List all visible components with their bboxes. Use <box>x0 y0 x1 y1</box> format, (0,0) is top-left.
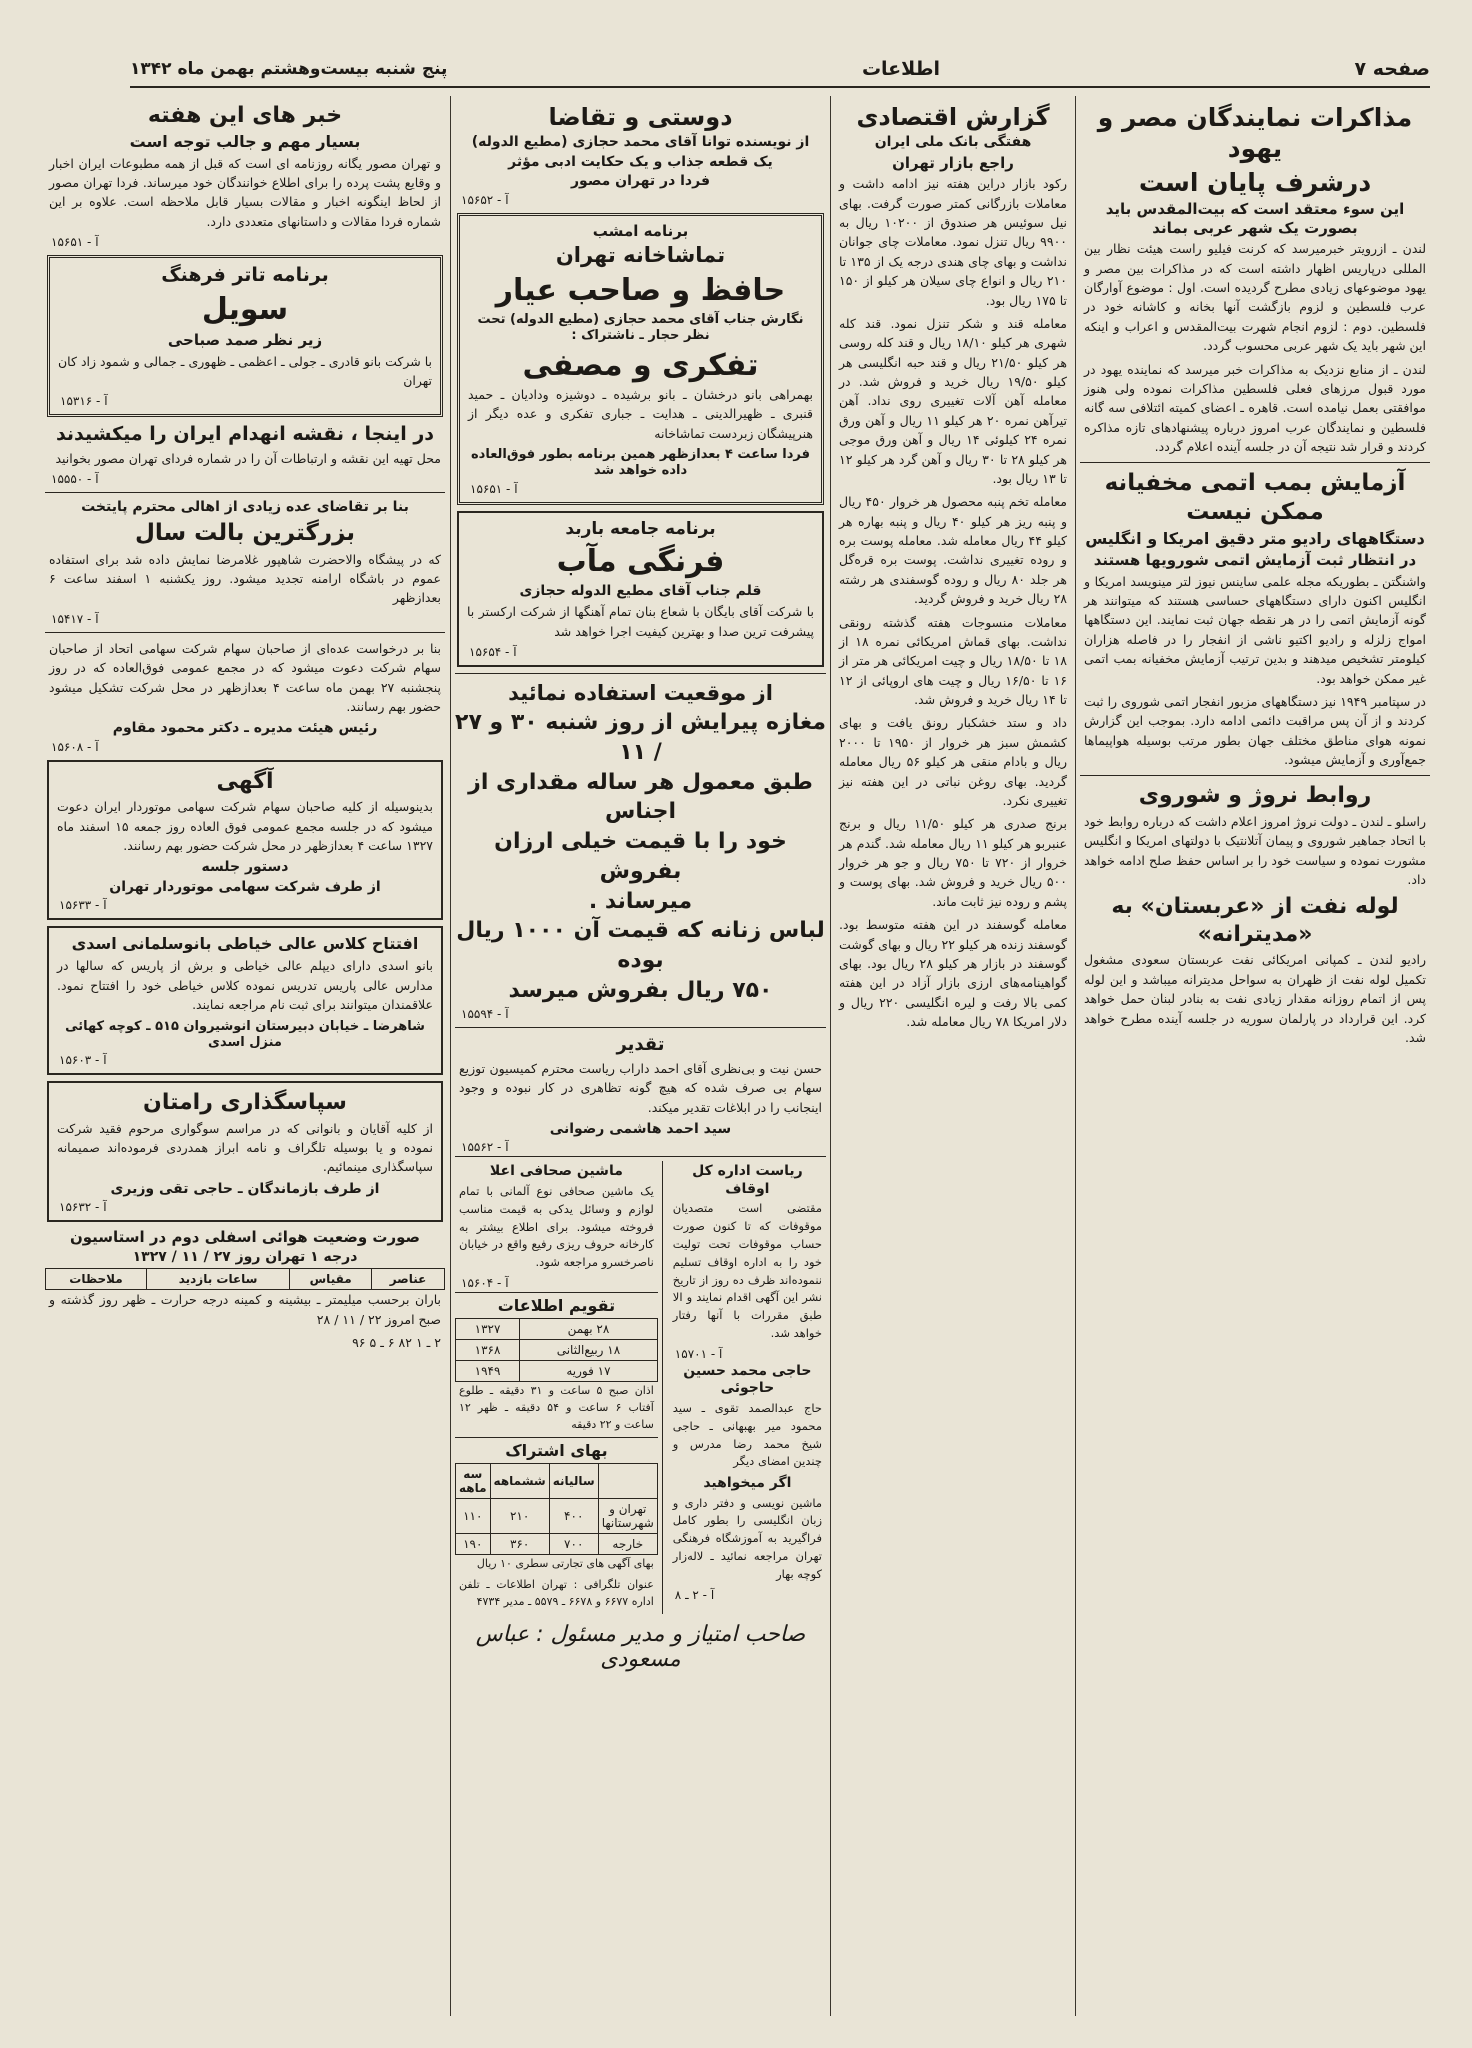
notice-text: مقتضی است متصدیان موقوفات که تا کنون صورت حساب موقوفات تحت تولیت خود را به اداره اوقاف تسلیم ننموده‌اند ظرف ده روز از تاریخ نشر این آگهی اقدام نمایند و الا طبق مقررات با آنها رفتار خواهد شد. <box>672 1201 822 1341</box>
table-cell <box>598 1464 657 1499</box>
calendar-note: اذان صبح ۵ ساعت و ۳۱ دقیقه ـ طلوع آفتاب ۶ ساعت و ۵۴ دقیقه ـ ظهر ۱۲ ساعت و ۲۲ دقیقه <box>459 1383 654 1432</box>
subscription-note: بهای آگهی های تجارتی سطری ۱۰ ریال <box>476 1557 654 1571</box>
divider <box>455 673 826 674</box>
notice-signature: رئیس هیئت مدیره ـ دکتر محمود مقاوم <box>112 720 378 737</box>
theatre-program-box <box>457 213 824 505</box>
table-cell: ساعات بازدید <box>146 1269 289 1290</box>
table-cell: ۱۳۶۸ <box>456 1339 520 1360</box>
notice-signature: سید احمد هاشمی رضوانی <box>549 1120 732 1137</box>
headline: در اینجا ، نقشه انهدام ایران را میکشیدند <box>55 423 435 446</box>
calendar-row <box>456 1318 658 1339</box>
box-text: بدینوسیله از کلیه صاحبان سهام شرکت سهامی موتوردار ایران دعوت میشود که در جلسه مجمع عمومی فوق العاده روز جمعه ۱۵ اسفند ماه ۱۳۲۷ ساعت ۴ بعدازظهر در محل شرکت حضور بهم رسانند. <box>57 799 433 853</box>
divider <box>45 632 445 633</box>
article-text: معامله گوسفند در این هفته متوسط بود. گوسفند زنده هر کیلو ۲۲ ریال و بهای گوشت گوسفند در بازار هر کیلو ۲۸ ریال بود. بهای گواهینامه‌های ارزی بازار آزاد در این هفته کمی بالا رفت و لیره انگلیسی ۲۲۰ ریال و دلار امریکا ۷۸ ریال معامله شد. <box>839 917 1068 1029</box>
notice-title: تقدیر <box>616 1034 665 1056</box>
box-signature: از طرف شرکت سهامی موتوردار تهران <box>109 878 381 895</box>
ad-line: خود را با قیمت خیلی ارزان بفروش <box>494 829 787 884</box>
table-cell: ۱۱۰ <box>456 1499 491 1534</box>
headline: بزرگترین بالت سال <box>134 519 356 546</box>
notice-text: ماشین نویسی و دفتر داری و زبان انگلیسی را بطور کامل فراگیرید به آموزشگاه فرهنگی تهران مراجعه نمائید ـ لاله‌زار کوچه بهار <box>672 1495 822 1581</box>
article-text: رادیو لندن ـ کمپانی امریکائی نفت عربستان سعودی مشغول تکمیل لوله نفت از ظهران به سواحل مدیترانه میباشد و این لوله پس از اتمام روزانه مقدار زیادی نفت به بنادر لبنان حمل خواهد کرد. این قرارداد در پارلمان سوریه در جلسه آینده مطرح خواهد شد. <box>1084 952 1426 1045</box>
table-cell: ۳۶۰ <box>490 1534 549 1555</box>
article-text: که در پیشگاه والاحضرت شاهپور غلامرضا نمایش داده شد برای استفاده عموم در باشگاه ارامنه تجدید میشود. روز یکشنبه ۱ اسفند ساعت ۶ بعدازظهر <box>49 551 441 606</box>
headline: دوستی و تقاضا <box>548 103 733 131</box>
ad-ref: آ - ۱۵۶۵۲ <box>461 192 509 207</box>
box-text: با شرکت آقای بایگان با شعاع بنان تمام آهنگها از شرکت ارکستر با پیشرفت ترین صدا و بهترین کیفیت اجرا خواهد شد <box>467 604 814 639</box>
article-text: راسلو ـ لندن ـ دولت نروژ امروز اعلام داشت که درباره روابط خود با اتحاد جماهیر شوروی و پیمان آتلانتیک با دولتهای امریکا و انگلیس مشورت نموده و سیاست خود را بر اساس حفظ صلح ادامه خواهد داد. <box>1084 813 1426 887</box>
ad-ref: آ - ۲ ـ ۸ <box>674 1587 715 1602</box>
ad-ref: آ - ۱۵۶۳۲ <box>59 1200 107 1215</box>
ad-line: مغازه پیرایش از روز شنبه ۳۰ و ۲۷ / ۱۱ <box>455 710 826 766</box>
play-title: حافظ و صاحب عیار <box>495 272 786 308</box>
table-cell: ۴۰۰ <box>549 1499 598 1534</box>
deck: فردا در تهران مصور <box>571 173 710 189</box>
shareholder-notice-box <box>47 760 443 921</box>
table-cell: ۷۰۰ <box>549 1534 598 1555</box>
divider <box>1080 462 1430 463</box>
headline: روابط نروژ و شوروی <box>1138 783 1372 809</box>
table-cell: ۱۷ فوریه <box>520 1360 658 1381</box>
ad-ref: آ - ۱۵۳۱۶ <box>60 394 108 409</box>
weather-header-row <box>46 1269 445 1290</box>
weather-title: صورت وضعیت هوائی اسفلی دوم در استاسیون <box>69 1228 421 1247</box>
calendar-title: تقویم اطلاعات <box>455 1292 658 1316</box>
box-signature: از طرف بازماندگان ـ حاجی تقی وزیری <box>110 1180 380 1197</box>
column-arts <box>455 100 826 2020</box>
table-cell: ۱۹۴۹ <box>456 1360 520 1381</box>
issue-date: پنج شنبه بیست‌وهشتم بهمن ماه ۱۳۴۲ <box>130 59 448 79</box>
ad-ref: آ - ۱۵۶۵۴ <box>469 645 517 660</box>
box-title: آگهی <box>216 768 274 794</box>
box-title: برنامه تاتر فرهنگ <box>161 264 329 286</box>
article-text: رکود بازار دراین هفته نیز ادامه داشت و معاملات بازرگانی کمتر صورت گرفت. بهای نیل سوئیس هر صندوق از ۱۰۲۰۰ ریال به ۹۹۰۰ ریال تنزل نمود. معاملات چای جوانان نداشت و بهای چای هندی درجه یک از ۱۳۵ تا ۲۱۰ ریال و انواع چای سیلان هر کیلو از ۱۵۰ تا ۱۷۵ ریال بود. <box>839 176 1067 308</box>
thanks-box <box>47 1081 443 1222</box>
ad-line: ۷۵۰ ریال بفروش میرسد <box>508 977 773 1003</box>
article-text: واشنگتن ـ بطوریکه مجله علمی ساینس نیوز لتر مینویسد امریکا و انگلیس اکنون دارای دستگاههای حساسی هستند که میتوانند هر گونه آزمایش اتمی را در هر نقطه جهان ثبت نمایند. این دستگاهها امواج زلزله و رادیو اکتیو ناشی از انفجار را در فاصله هزاران کیلومتر تشخیص میدهند و بدین ترتیب آزمایش مخفیانه بمب اتمی غیر ممکن خواهد بود. <box>1084 573 1426 686</box>
ad-line: میرساند . <box>588 888 693 914</box>
box-address: شاهرضا ـ خیابان دبیرستان انوشیروان ۵۱۵ ـ کوچه کهائی منزل اسدی <box>65 1018 425 1050</box>
article-text: لندن ـ ازرویتر خبرمیرسد که کرنت فیلیو راست هیئت نظار بین المللی درپاریس اظهار داشته است که در مذاکرات بین مصر و یهود موضوعهای زیادی مطرح گردیده است. اول : موضوع آوارگان عرب فلسطین و لزوم بازگشت آنها بخانه و کاشانه خود در فلسطین. دوم : لزوم انجام شهرت بیت‌المقدس و اعراب و اینکه این شهر باید یک شهر عربی محسوب گردد. <box>1084 241 1426 354</box>
divider <box>1080 775 1430 776</box>
notice-title: اگر میخواهید <box>703 1475 792 1492</box>
subheadline: از نویسنده توانا آقای محمد حجازی (مطیع الدوله) <box>471 134 810 150</box>
deck: در انتظار ثبت آزمایش اتمی شورویها هستند <box>1093 550 1417 569</box>
agenda-label: دستور جلسه <box>201 859 289 876</box>
box-label: برنامه امشب <box>592 221 689 240</box>
box-text: بانو اسدی دارای دیپلم عالی خیاطی و برش از پاریس که سالها در مدارس عالی پاریس تدریس نموده کلاس خیاطی خود را افتتاح نمود. علاقمندان میتوانند برای ثبت نام مراجعه نمایند. <box>57 958 433 1013</box>
ad-ref: آ - ۱۵۵۵۰ <box>51 472 99 487</box>
director-line: زیر نظر صمد صباحی <box>167 330 323 349</box>
weather-values: ۲ ـ ۱ ۸۲ ۶ ـ ۵ ۹۶ <box>352 1335 441 1351</box>
table-cell: ۱۳۲۷ <box>456 1318 520 1339</box>
weather-table <box>45 1268 445 1290</box>
weather-text: باران برحسب میلیمتر ـ بیشینه و کمینه درجه حرارت ـ ظهر روز گذشته و صبح امروز ۲۲ / ۱۱ / ۲۸ <box>49 1292 441 1327</box>
divider <box>455 1027 826 1028</box>
ad-ref: آ - ۱۵۵۹۴ <box>461 1007 509 1022</box>
subheadline: هفتگی بانک ملی ایران <box>874 134 1032 150</box>
split-notices <box>455 1156 826 1614</box>
cast-list: با شرکت بانو قادری ـ جولی ـ اعظمی ـ ظهوری ـ جمالی و شمود زاد کان تهران <box>58 353 432 388</box>
theatre-name: تماشاخانه تهران <box>555 243 726 268</box>
author-line: قلم جناب آقای مطیع الدوله حجازی <box>519 582 762 599</box>
table-cell: مقیاس <box>290 1269 372 1290</box>
column-rule <box>450 96 451 2016</box>
article-text: معامله تخم پنبه محصول هر خروار ۴۵۰ ریال و پنبه ریز هر کیلو ۴۰ ریال و پنبه بهاره هر کیلو ۴۴ ریال معامله شد. معامله پوست بره و روده تغییری نداشت. پوست بره قره‌گل هر جلد ۸۰ ریال و روده گوسفندی هر رشته ۲۸ ریال خرید و فروش گردید. <box>839 494 1067 607</box>
headline: لوله نفت از «عربستان» به «مدیترانه» <box>1111 894 1399 947</box>
table-cell: خارجه <box>598 1534 657 1555</box>
article-text: برنج صدری هر کیلو ۱۱/۵۰ ریال و برنج عنبربو هر کیلو ۱۱ ریال معامله شد. گندم هر خروار از ۷۲۰ تا ۷۵۰ ریال و جو هر خروار ۵۰۰ ریال خرید و فروش شد. بهای پوست و پشم و روده نیز ثابت ماند. <box>839 816 1068 909</box>
ad-ref: آ - ۱۵۷۰۱ <box>674 1346 723 1361</box>
showtime: فردا ساعت ۴ بعدازظهر همین برنامه بطور فوق‌العاده داده خواهد شد <box>470 447 810 479</box>
headline-second-line: درشرف پایان است <box>1138 167 1372 197</box>
tailoring-class-box <box>47 926 443 1075</box>
ad-ref: آ - ۱۵۶۰۸ <box>51 739 99 754</box>
subheadline: بسیار مهم و جالب توجه است <box>129 131 361 151</box>
box-text: از کلیه آقایان و بانوانی که در مراسم سوگواری مرحوم فقید شرکت نموده و یا بوسیله تلگراف و نامه ابراز همدردی فرموده‌اند صمیمانه سپاسگذاری مینمائیم. <box>57 1120 433 1175</box>
ad-ref: آ - ۱۵۶۳۳ <box>59 898 107 913</box>
ad-line: لباس زنانه که قیمت آن ۱۰۰۰ ریال بوده <box>456 918 825 973</box>
table-cell: سالیانه <box>549 1464 598 1499</box>
notice-title: حاجی محمد حسین حاجوئی <box>683 1362 812 1397</box>
ad-ref: آ - ۱۵۶۵۱ <box>51 235 99 249</box>
ad-ref: آ - ۱۵۶۰۴ <box>461 1275 509 1290</box>
notice-text: حسن نیت و بی‌نظری آقای احمد داراب ریاست محترم کمیسیون توزیع سهام بی صرف شده که هیچ گونه تظاهری در کار نبوده و وجود اینجانب را در ابلاغات تقدیر میکند. <box>459 1060 822 1115</box>
notice-title: ماشین صحافی اعلا <box>489 1163 623 1180</box>
play-title: فرنگی مآب <box>556 543 725 579</box>
article-text: در سپتامبر ۱۹۴۹ نیز دستگاههای مزبور انفجار اتمی شوروی را ثبت کردند و از آن پس مراقبت دائمی ادامه دارد. بموجب این گزارش نمونه هوای مناطق مختلف جهان بطور مرتب بوسیله هواپیماها جمع‌آوری و آزمایش میشود. <box>1084 693 1426 767</box>
deck: یک قطعه جذاب و یک حکایت ادبی مؤثر <box>508 153 773 170</box>
column-rule <box>1075 96 1076 2016</box>
masthead <box>130 52 1430 88</box>
table-cell: ششماهه <box>490 1464 549 1499</box>
headline: گزارش اقتصادی <box>856 103 1050 131</box>
waqf-notice <box>669 1161 826 1614</box>
article-text: داد و ستد خشکبار رونق یافت و بهای کشمش سبز هر خروار از ۱۹۵۰ تا ۲۰۰۰ ریال و بادام منقی هر کیلو ۵۶ ریال معامله گردید. بهای روغن نباتی در این هفته نیز تغییری نکرد. <box>839 715 1067 808</box>
column-notices <box>45 100 445 2020</box>
page-number: صفحه ۷ <box>1354 58 1430 80</box>
ad-ref: آ - ۱۵۵۶۲ <box>461 1140 509 1155</box>
article-text: لندن ـ از منابع نزدیک به مذاکرات خبر میرسد که نماینده یهود در مورد قبول مرزهای فعلی فلسطین مذاکرات نموده ولی هنوز موافقتی بعمل نیامده است. قاهره ـ اعضای کمیته ائتلافی سه گانه فلسطین و نمایندگان عرب امروز درباره پیشنهادهای تازه مذاکره کردند و قرار شد نتیجه آن در جلسه آینده اعلام گردد. <box>1084 361 1426 454</box>
column-economy <box>835 100 1071 2020</box>
headline: آزمایش بمب اتمی مخفیانه ممکن نیست <box>1104 470 1406 526</box>
table-cell: ۱۹۰ <box>456 1534 491 1555</box>
headline: مذاکرات نمایندگان مصر و یهود <box>1097 103 1413 164</box>
table-cell: تهران و شهرستانها <box>598 1499 657 1534</box>
publisher-signature: صاحب امتیاز و مدیر مسئول : عباس مسعودی <box>475 1622 806 1673</box>
table-cell: ۱۸ ربیع‌الثانی <box>520 1339 658 1360</box>
company-name: تفکری و مصفی <box>522 348 759 383</box>
ad-ref: آ - ۱۵۶۵۱ <box>470 481 518 496</box>
table-cell: ۲۸ بهمن <box>520 1318 658 1339</box>
headline: خبر های این هفته <box>147 103 343 128</box>
subscription-row <box>456 1499 658 1534</box>
ad-title: از موقعیت استفاده نمائید <box>508 681 773 706</box>
ad-line: طبق معمول هر ساله مقداری از اجناس <box>468 769 813 825</box>
deck: بنا بر تقاضای عده زیادی از اهالی محترم پایتخت <box>81 499 409 516</box>
subheadline: دستگاههای رادیو متر دقیق امریکا و انگلیس <box>1085 528 1425 548</box>
divider <box>45 492 445 493</box>
calendar-table <box>455 1318 658 1382</box>
article-text: و تهران مصور یگانه روزنامه ای است که قبل از همه مطبوعات ایران اخبار و وقایع پشت پرده را برای اطلاع خوانندگان خود میرساند. فردا تهران مصور از لحاظ اینگونه اخبار و مقالات بسیار قابل ملاحظه است. علاوه بر این شماره فردا مقالات و داستانهای متعددی دارد. <box>49 155 441 229</box>
notice-text: یک ماشین صحافی نوع آلمانی با تمام لوازم و وسائل یدکی به قیمت مناسب فروخته میشود. برای اطلاع بیشتر به کارخانه حروف ریزی رفیع واقع در خیابان ناصرخسرو مراجعه شود. <box>459 1183 654 1270</box>
deck: این سوء معتقد است که بیت‌المقدس باید بصورت یک شهر عربی بماند <box>1105 199 1405 237</box>
barbad-program-box <box>457 511 824 668</box>
ad-ref: آ - ۱۵۴۱۷ <box>51 611 99 626</box>
office-address: عنوان تلگرافی : تهران اطلاعات ـ تلفن اداره ۶۶۷۷ و ۶۶۷۸ ـ ۵۵۷۹ ـ مدیر ۴۷۳۴ <box>459 1578 654 1609</box>
subscription-header-row <box>456 1464 658 1499</box>
box-title: سپاسگذاری رامتان <box>143 1090 347 1115</box>
paper-name: اطلاعات <box>861 58 940 80</box>
column-rule <box>830 96 831 2016</box>
table-cell: عناصر <box>372 1269 445 1290</box>
column-politics <box>1080 100 1430 2020</box>
play-title: سویل <box>201 291 289 327</box>
machine-notice <box>455 1161 663 1614</box>
subscription-title: بهای اشتراک <box>455 1437 658 1461</box>
notice-title: ریاست اداره کل اوقاف <box>692 1163 803 1197</box>
box-title: برنامه جامعه باربد <box>565 518 716 539</box>
table-cell: سه ماهه <box>456 1464 491 1499</box>
article-text: معامله قند و شکر تنزل نمود. قند کله شهری هر کیلو ۱۸/۱۰ ریال و قند کله روسی هر کیلو ۲۱/۵۰ ریال و قند حبه انگلیسی هر کیلو ۱۹/۵۰ ریال خرید و فروش شد. در معامله آهن آلات تغییری روی نداد. آهن تیرآهن نمره ۲۰ هر کیلو ۱۱ ریال و آهن ورق نمره ۲۴ کیلوئی ۱۴ ریال و آهن ورق موجی هر کیلو ۲۸ تا ۳۰ ریال و آهن گرد هر کیلو ۱۲ تا ۱۳ ریال بود. <box>839 315 1068 486</box>
box-title: افتتاح کلاس عالی خیاطی بانوسلمانی اسدی <box>71 934 419 954</box>
weather-subtitle: درجه ۱ تهران روز ۲۷ / ۱۱ / ۱۳۲۷ <box>132 1248 358 1265</box>
article-text: محل تهیه این نقشه و ارتباطات آن را در شماره فردای تهران مصور بخوانید <box>55 451 441 466</box>
subscription-row <box>456 1534 658 1555</box>
subscription-table <box>455 1463 658 1555</box>
table-cell: ملاحظات <box>46 1269 147 1290</box>
cast-list: بهمراهی بانو درخشان ـ بانو برشیده ـ دوشیزه ودادیان ـ حمید قنبری ـ ظهیرالدینی ـ هدایت ـ جباری تفکری و عده دیگر از هنرپیشگان زبردست تماشاخانه <box>468 387 813 441</box>
table-cell: ۲۱۰ <box>490 1499 549 1534</box>
notice-text: حاج عبدالصمد تقوی ـ سید محمود میر بهبهانی ـ حاجی شیخ محمد رضا مدرس و چندین امضای دیگر <box>672 1400 822 1469</box>
article-text: بنا بر درخواست عده‌ای از صاحبان سهام شرکت سهامی اتحاد از صاحبان سهام شرکت دعوت میشود که در مجمع عمومی فوق‌العاده که در روز پنجشنبه ۲۷ بهمن ماه ساعت ۴ بعدازظهر در محل شرکت تشکیل میشود حضور بهم رسانند. <box>49 640 441 714</box>
calendar-row <box>456 1360 658 1381</box>
ad-ref: آ - ۱۵۶۰۳ <box>59 1053 107 1067</box>
author-line: نگارش جناب آقای محمد حجازی (مطیع الدوله) تحت نظر حجار ـ ناشتراک : <box>477 311 804 343</box>
article-text: معاملات منسوجات هفته گذشته رونقی نداشت. بهای قماش امریکائی نمره ۱۸ از ۱۸ تا ۱۸/۵۰ ریال و چیت امریکائی هر متر از ۱۶ تا ۱۶/۵۰ ریال و چیت های اروپائی از ۱۲ تا ۱۴ ریال خرید و فروش شد. <box>839 614 1068 707</box>
calendar-row <box>456 1339 658 1360</box>
farhang-theatre-box <box>47 255 443 417</box>
deck: راجع بازار تهران <box>892 153 1014 172</box>
